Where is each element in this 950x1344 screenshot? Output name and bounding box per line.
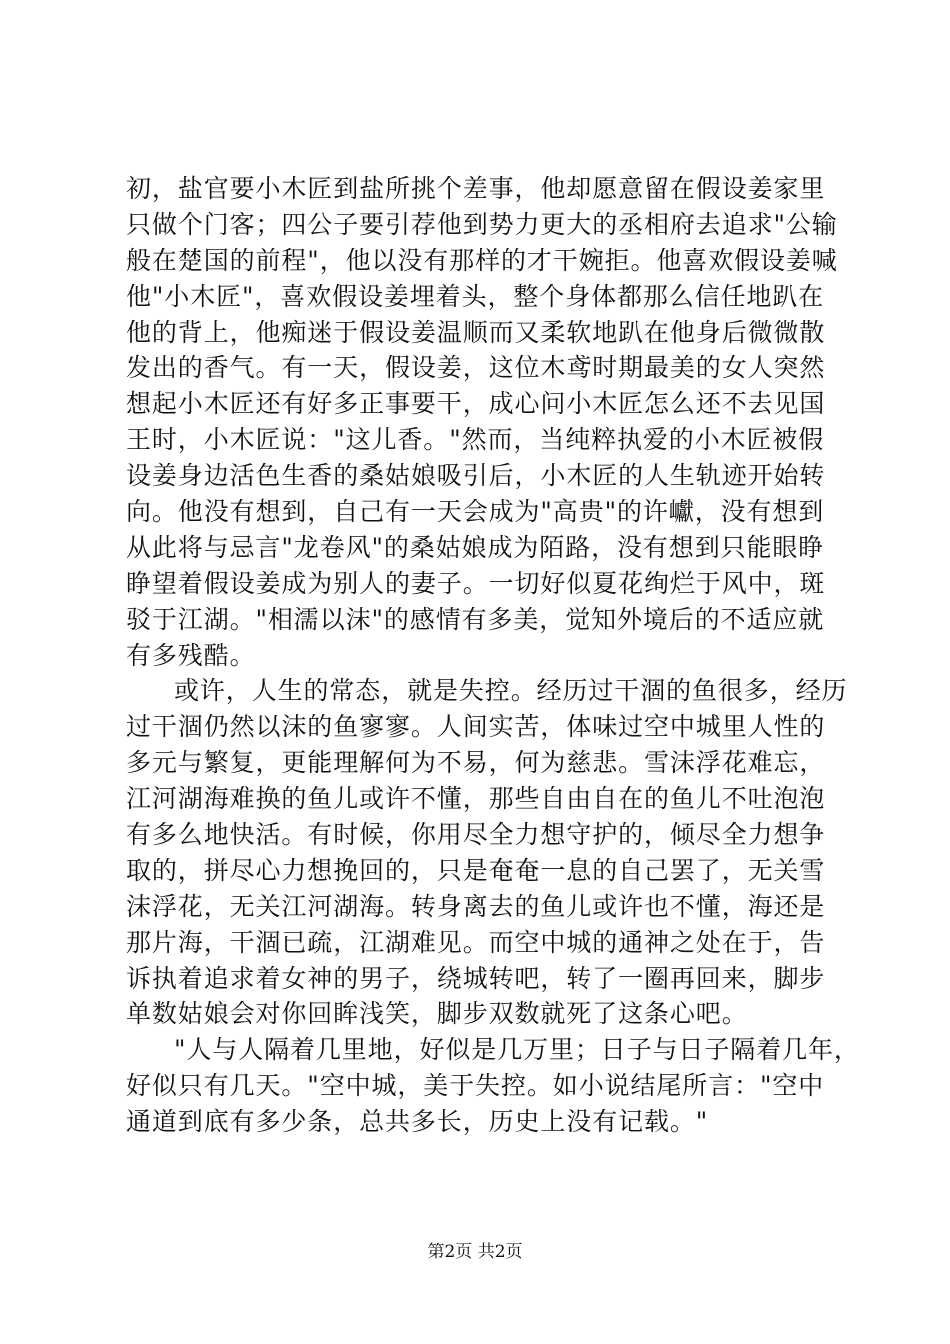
text-line: 单数姑娘会对你回眸浅笑，脚步双数就死了这条心吧。 — [126, 999, 748, 1029]
text-line: 他"小木匠"，喜欢假设姜埋着头，整个身体都那么信任地趴在 — [126, 281, 825, 311]
text-line: 向。他没有想到，自己有一天会成为"高贵"的许巘，没有想到 — [126, 497, 825, 527]
text-line: 初，盐官要小木匠到盐所挑个差事，他却愿意留在假设姜家里 — [126, 174, 826, 203]
text-line: 诉执着追求着女神的男子，绕城转吧，转了一圈再回来，脚步 — [126, 963, 826, 993]
text-line: 他的背上，他痴迷于假设姜温顺而又柔软地趴在他身后微微散 — [126, 317, 826, 347]
text-line: 多元与繁复，更能理解何为不易，何为慈悲。雪沫浮花难忘， — [126, 748, 826, 778]
text-line: 有多残酷。 — [126, 640, 256, 670]
text-line: 王时，小木匠说："这儿香。"然而，当纯粹执爱的小木匠被假 — [126, 425, 825, 455]
text-line: 沫浮花，无关江河湖海。转身离去的鱼儿或许也不懂，海还是 — [126, 891, 826, 921]
text-line: 驳于江湖。"相濡以沫"的感情有多美，觉知外境后的不适应就 — [126, 604, 825, 634]
text-line: 睁望着假设姜成为别人的妻子。一切好似夏花绚烂于风中，斑 — [126, 568, 826, 598]
text-line: 只做个门客；四公子要引荐他到势力更大的丞相府去追求"公输 — [126, 209, 838, 239]
body-text — [126, 171, 860, 1140]
text-line: 江河湖海难换的鱼儿或许不懂，那些自由自在的鱼儿不吐泡泡 — [126, 784, 826, 814]
text-line: 有多么地快活。有时候，你用尽全力想守护的，倾尽全力想争 — [126, 820, 826, 850]
text-line: 发出的香气。有一天，假设姜，这位木鸢时期最美的女人突然 — [126, 353, 826, 383]
paragraph-start-line: "人与人隔着几里地，好似是几万里；日子与日子隔着几年， — [174, 1035, 860, 1065]
text-line: 通道到底有多少条，总共多长，历史上没有记载。" — [126, 1107, 709, 1137]
text-line: 过干涸仍然以沫的鱼寥寥。人间实苦，体味过空中城里人性的 — [126, 712, 826, 742]
text-line: 从此将与忌言"龙卷风"的桑姑娘成为陌路，没有想到只能眼睁 — [126, 532, 825, 562]
text-line: 好似只有几天。"空中城，美于失控。如小说结尾所言："空中 — [126, 1071, 825, 1101]
text-line: 取的，拼尽心力想挽回的，只是奄奄一息的自己罢了，无关雪 — [126, 855, 826, 885]
paragraph-start-line: 或许，人生的常态，就是失控。经历过干涸的鱼很多，经历 — [174, 676, 848, 706]
text-line: 想起小木匠还有好多正事要干，成心问小木匠怎么还不去见国 — [126, 389, 826, 419]
text-line: 般在楚国的前程"，他以没有那样的才干婉拒。他喜欢假设姜喊 — [126, 245, 838, 275]
text-line: 设姜身边活色生香的桑姑娘吸引后，小木匠的人生轨迹开始转 — [126, 461, 826, 491]
page-number-footer: 第2页 共2页 — [427, 1242, 523, 1262]
text-line: 那片海，干涸已疏，江湖难见。而空中城的通神之处在于，告 — [126, 927, 826, 957]
